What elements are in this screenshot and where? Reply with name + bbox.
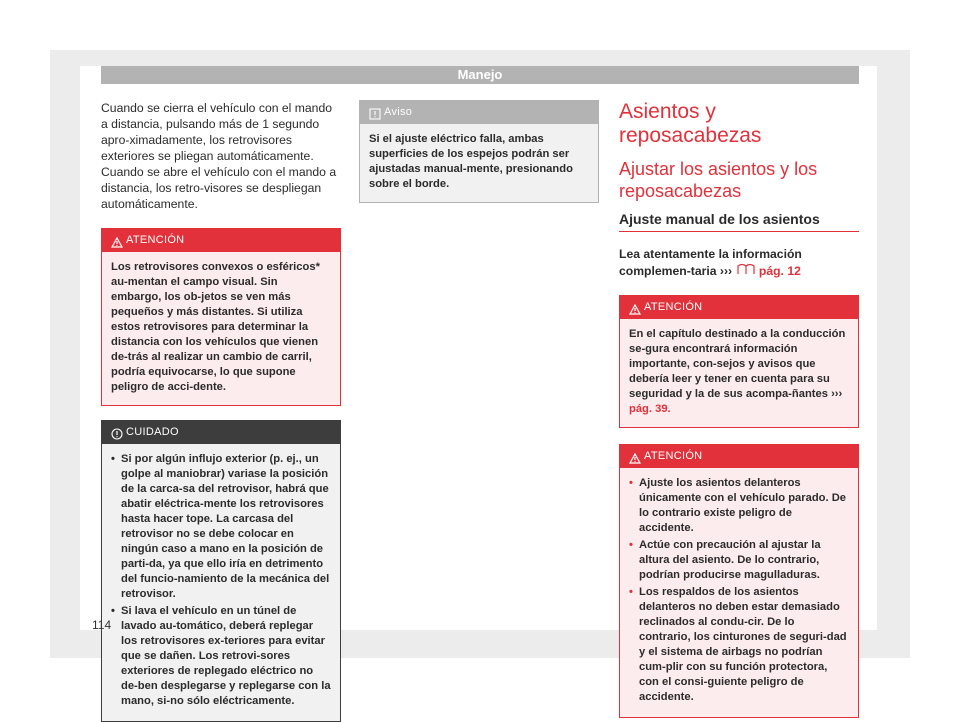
warning-body — [620, 319, 858, 427]
warning-label: ATENCIÓN — [644, 301, 703, 313]
lead-paragraph — [619, 246, 859, 279]
warning-box — [619, 295, 859, 428]
lead-text: Lea atentamente la información complemen-taria — [619, 247, 802, 278]
subsection-title: Ajuste manual de los asientos — [619, 210, 859, 232]
section-header: Manejo — [101, 66, 859, 84]
page-ref-link[interactable]: pág. 12 — [758, 264, 801, 278]
caution-body — [102, 444, 340, 721]
warning-triangle-icon — [629, 450, 641, 473]
page-number: 114 — [92, 618, 112, 632]
warning-label: ATENCIÓN — [644, 450, 703, 462]
info-circle-icon — [111, 426, 123, 449]
warning-header — [620, 296, 858, 319]
warning-arrow: ››› — [831, 388, 843, 400]
warning-item: • Ajuste los asientos delanteros únicamente con el vehículo parado. De lo contrario existe peligro de accidente. — [629, 476, 849, 536]
caution-item: • Si lava el vehículo en un túnel de lavado au-tomático, deberá replegar los retrovisores ex-teriores para evitar que se dañen. Los retrovi-sores exteriores de replegado eléctrico no de-ben desplegarse y replegarse con la mano, si-no sólo eléctricamente. — [111, 604, 331, 709]
caution-box — [101, 420, 341, 722]
caution-label: CUIDADO — [126, 426, 179, 438]
note-box — [359, 100, 599, 203]
warning-triangle-icon — [111, 234, 123, 257]
column-right — [619, 100, 859, 718]
warning-header — [620, 445, 858, 468]
book-icon — [736, 264, 759, 278]
note-header — [360, 101, 598, 124]
warning-text: Los retrovisores convexos o esféricos* au-mentan el campo visual. Sin embargo, los ob-jetos se ven más pequeños y más distantes. Si utiliza estos retrovisores para determinar la distancia con los vehículos que vienen de-trás al realizar un cambio de carril, podría equivocarse, lo que supone peligro de acci-dente. — [111, 261, 320, 393]
warning-item: • Actúe con precaución al ajustar la altura del asiento. De lo contrario, podrían producirse magulladuras. — [629, 538, 849, 583]
warning-label: ATENCIÓN — [126, 234, 185, 246]
warning-header — [102, 229, 340, 252]
page-ref-link[interactable]: pág. 39. — [629, 403, 671, 415]
warning-box — [619, 444, 859, 718]
column-left — [101, 100, 341, 722]
caution-header — [102, 421, 340, 444]
intro-paragraph: Cuando se cierra el vehículo con el mando a distancia, pulsando más de 1 segundo apro-ximadamente, los retrovisores exteriores se pliegan automáticamente. Cuando se abre el vehículo con el mando a distancia, los retro-visores se despliegan automáticamente. — [101, 101, 337, 211]
note-text: Si el ajuste eléctrico falla, ambas superficies de los espejos podrán ser ajustadas manual-mente, presionando sobre el borde. — [369, 133, 573, 190]
warning-item: • Los respaldos de los asientos delanteros no deben estar demasiado reclinados al condu-cir. De lo contrario, los cinturones de seguri-dad y el sistema de airbags no podrían cum-plir con su función protectora, con el consi-guiente peligro de accidente. — [629, 585, 849, 705]
lead-arrow: ››› — [719, 264, 733, 278]
warning-body — [620, 468, 858, 717]
note-label: Aviso — [384, 106, 413, 118]
caution-item: • Si por algún influjo exterior (p. ej., un golpe al maniobrar) variase la posición de la carca-sa del retrovisor, habrá que abatir eléctrica-mente los retrovisores hasta hacer tope. La carcasa del retrovisor no se debe colocar en ningún caso a mano en la posición de parti-da, ya que ello iría en detrimento del funcio-namiento de la mecánica del retrovisor. — [111, 452, 331, 602]
column-middle — [359, 100, 599, 203]
note-icon — [369, 106, 381, 129]
warning-box — [101, 228, 341, 406]
chapter-title: Asientos y reposacabezas — [619, 100, 762, 147]
warning-triangle-icon — [629, 301, 641, 324]
warning-text: En el capítulo destinado a la conducción se-gura encontrará información importante, con-sejos y avisos que debería leer y tener en cuenta para su seguridad y la de sus acompa-ñantes — [629, 328, 846, 400]
section-title: Ajustar los asientos y los reposacabezas — [619, 159, 818, 201]
